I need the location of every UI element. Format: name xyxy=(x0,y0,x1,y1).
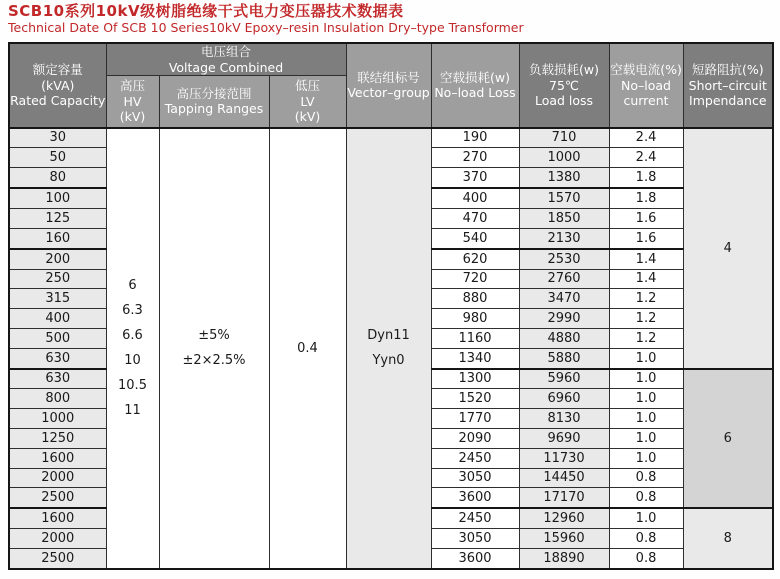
hv-values-cell xyxy=(106,128,159,570)
header-line: Voltage Combined xyxy=(168,59,284,75)
no-load-loss-cell: 2090 xyxy=(431,428,519,448)
no-load-current-cell: 1.6 xyxy=(609,228,683,248)
no-load-loss-cell: 3050 xyxy=(431,529,519,549)
header-voltage-combined xyxy=(106,43,346,76)
header-lv xyxy=(269,76,346,128)
load-loss-cell: 5880 xyxy=(519,348,609,368)
header-line: 空载电流(%) xyxy=(610,62,682,77)
page-subtitle: Technical Date Of SCB 10 Series10kV Epoxy–resin Insulation Dry–type Transformer xyxy=(8,20,524,35)
no-load-loss-cell: 540 xyxy=(431,228,519,248)
load-loss-cell: 12960 xyxy=(519,508,609,528)
header-line: Rated Capacity xyxy=(10,93,106,108)
header-no-load-current xyxy=(609,43,683,128)
table-header xyxy=(9,43,773,128)
no-load-loss-cell: 400 xyxy=(431,188,519,208)
header-line: current xyxy=(623,93,669,108)
no-load-current-cell: 1.0 xyxy=(609,369,683,389)
header-no-load-loss xyxy=(431,43,519,128)
load-loss-cell: 6960 xyxy=(519,389,609,409)
load-loss-cell: 2530 xyxy=(519,249,609,269)
no-load-current-cell: 1.2 xyxy=(609,309,683,329)
load-loss-cell: 710 xyxy=(519,128,609,148)
no-load-current-cell: 1.4 xyxy=(609,249,683,269)
load-loss-cell: 1380 xyxy=(519,168,609,188)
header-line: 空载损耗(w) xyxy=(440,69,510,85)
no-load-current-cell: 1.2 xyxy=(609,289,683,309)
rated-capacity-cell: 125 xyxy=(9,208,106,228)
header-line: 低压 xyxy=(295,78,321,93)
header-line: 高压分接范围 xyxy=(176,85,252,101)
rated-capacity-cell: 100 xyxy=(9,188,106,208)
header-load-loss xyxy=(519,43,609,128)
rated-capacity-cell: 80 xyxy=(9,168,106,188)
no-load-current-cell: 1.8 xyxy=(609,168,683,188)
transformer-spec-table xyxy=(8,42,774,570)
no-load-loss-cell: 1340 xyxy=(431,348,519,368)
no-load-current-cell: 0.8 xyxy=(609,488,683,508)
vector-group-cell-value: Dyn11 xyxy=(367,327,410,343)
impedance-cell: 8 xyxy=(683,508,773,569)
tapping-ranges-cell-stack xyxy=(160,327,269,370)
no-load-current-cell: 2.4 xyxy=(609,128,683,148)
header-line: (kV) xyxy=(119,109,146,124)
header-line: 负载损耗(w) xyxy=(529,62,599,77)
load-loss-cell: 1570 xyxy=(519,188,609,208)
load-loss-cell: 5960 xyxy=(519,369,609,389)
header-tapping-ranges xyxy=(159,76,269,128)
load-loss-cell: 15960 xyxy=(519,529,609,549)
tapping-ranges-cell-value: ±5% xyxy=(198,327,230,343)
vector-group-cell-value: Yyn0 xyxy=(372,352,405,368)
no-load-loss-cell: 270 xyxy=(431,148,519,168)
load-loss-cell: 1000 xyxy=(519,148,609,168)
impedance-cell: 4 xyxy=(683,128,773,369)
rated-capacity-cell: 800 xyxy=(9,389,106,409)
header-line: Vector–group xyxy=(347,85,430,101)
rated-capacity-cell: 1000 xyxy=(9,409,106,429)
header-line: (kV) xyxy=(294,109,321,124)
hv-values-cell-value: 10.5 xyxy=(118,377,147,393)
vector-group-cell-stack xyxy=(347,327,431,370)
header-line: Impendance xyxy=(689,93,767,108)
header-line: 联结组标号 xyxy=(357,69,420,85)
rated-capacity-cell: 2500 xyxy=(9,548,106,569)
no-load-loss-cell: 980 xyxy=(431,309,519,329)
header-row-top xyxy=(9,43,773,76)
load-loss-cell: 11730 xyxy=(519,448,609,468)
rated-capacity-cell: 630 xyxy=(9,348,106,368)
load-loss-cell: 18890 xyxy=(519,548,609,569)
load-loss-cell: 1850 xyxy=(519,208,609,228)
no-load-loss-cell: 720 xyxy=(431,269,519,289)
no-load-loss-cell: 470 xyxy=(431,208,519,228)
load-loss-cell: 3470 xyxy=(519,289,609,309)
header-line: No–load xyxy=(621,77,671,93)
no-load-loss-cell: 370 xyxy=(431,168,519,188)
header-line: 75℃ xyxy=(549,77,579,93)
vector-group-cell xyxy=(346,128,431,570)
no-load-loss-cell: 2450 xyxy=(431,508,519,528)
no-load-current-cell: 1.6 xyxy=(609,208,683,228)
no-load-loss-cell: 880 xyxy=(431,289,519,309)
load-loss-cell: 9690 xyxy=(519,428,609,448)
rated-capacity-cell: 400 xyxy=(9,309,106,329)
no-load-current-cell: 2.4 xyxy=(609,148,683,168)
no-load-current-cell: 0.8 xyxy=(609,468,683,488)
no-load-current-cell: 0.8 xyxy=(609,529,683,549)
rated-capacity-cell: 1600 xyxy=(9,508,106,528)
header-line: 额定容量 xyxy=(32,62,83,77)
load-loss-cell: 2760 xyxy=(519,269,609,289)
page-title: SCB10系列10kV级树脂绝缘干式电力变压器技术数据表 xyxy=(8,2,404,20)
rated-capacity-cell: 630 xyxy=(9,369,106,389)
lv-value-cell: 0.4 xyxy=(269,128,346,570)
no-load-current-cell: 1.2 xyxy=(609,328,683,348)
hv-values-cell-value: 6.6 xyxy=(122,327,143,343)
no-load-loss-cell: 1770 xyxy=(431,409,519,429)
no-load-loss-cell: 1160 xyxy=(431,328,519,348)
load-loss-cell: 4880 xyxy=(519,328,609,348)
load-loss-cell: 8130 xyxy=(519,409,609,429)
no-load-loss-cell: 3600 xyxy=(431,488,519,508)
header-line: Short–circuit xyxy=(688,77,767,93)
no-load-loss-cell: 620 xyxy=(431,249,519,269)
header-line: 电压组合 xyxy=(201,44,252,59)
header-line: LV xyxy=(300,93,315,109)
header-line: No–load Loss xyxy=(434,85,516,101)
rated-capacity-cell: 250 xyxy=(9,269,106,289)
hv-values-cell-stack xyxy=(107,277,159,420)
header-rated-capacity xyxy=(9,43,106,128)
tapping-ranges-cell-value: ±2×2.5% xyxy=(182,352,246,368)
header-line: 短路阻抗(%) xyxy=(691,62,764,77)
hv-values-cell-value: 11 xyxy=(124,402,141,418)
rated-capacity-cell: 50 xyxy=(9,148,106,168)
header-line: Load loss xyxy=(534,93,594,108)
no-load-current-cell: 1.0 xyxy=(609,389,683,409)
no-load-loss-cell: 190 xyxy=(431,128,519,148)
load-loss-cell: 2130 xyxy=(519,228,609,248)
no-load-current-cell: 1.8 xyxy=(609,188,683,208)
rated-capacity-cell: 500 xyxy=(9,328,106,348)
rated-capacity-cell: 2500 xyxy=(9,488,106,508)
header-line: Tapping Ranges xyxy=(164,101,264,117)
load-loss-cell: 14450 xyxy=(519,468,609,488)
header-short-circuit-impedance xyxy=(683,43,773,128)
rated-capacity-cell: 2000 xyxy=(9,468,106,488)
header-line: 高压 xyxy=(119,78,145,93)
hv-values-cell-value: 6 xyxy=(128,277,137,293)
hv-values-cell-value: 6.3 xyxy=(122,302,143,318)
title-block xyxy=(8,2,524,36)
no-load-loss-cell: 2450 xyxy=(431,448,519,468)
no-load-current-cell: 1.0 xyxy=(609,409,683,429)
no-load-loss-cell: 1300 xyxy=(431,369,519,389)
no-load-current-cell: 1.0 xyxy=(609,348,683,368)
no-load-loss-cell: 1520 xyxy=(431,389,519,409)
tapping-ranges-cell xyxy=(159,128,269,570)
header-vector-group xyxy=(346,43,431,128)
no-load-current-cell: 1.0 xyxy=(609,508,683,528)
impedance-cell: 6 xyxy=(683,369,773,509)
rated-capacity-cell: 200 xyxy=(9,249,106,269)
table-row xyxy=(9,128,773,148)
hv-values-cell-value: 10 xyxy=(124,352,141,368)
no-load-current-cell: 0.8 xyxy=(609,548,683,569)
rated-capacity-cell: 1600 xyxy=(9,448,106,468)
header-line: (kVA) xyxy=(41,77,75,93)
no-load-current-cell: 1.0 xyxy=(609,448,683,468)
no-load-loss-cell: 3050 xyxy=(431,468,519,488)
no-load-loss-cell: 3600 xyxy=(431,548,519,569)
table-body xyxy=(9,128,773,570)
no-load-current-cell: 1.4 xyxy=(609,269,683,289)
rated-capacity-cell: 30 xyxy=(9,128,106,148)
no-load-current-cell: 1.0 xyxy=(609,428,683,448)
header-hv xyxy=(106,76,159,128)
load-loss-cell: 2990 xyxy=(519,309,609,329)
rated-capacity-cell: 2000 xyxy=(9,529,106,549)
rated-capacity-cell: 160 xyxy=(9,228,106,248)
rated-capacity-cell: 315 xyxy=(9,289,106,309)
load-loss-cell: 17170 xyxy=(519,488,609,508)
rated-capacity-cell: 1250 xyxy=(9,428,106,448)
header-line: HV xyxy=(123,93,142,109)
